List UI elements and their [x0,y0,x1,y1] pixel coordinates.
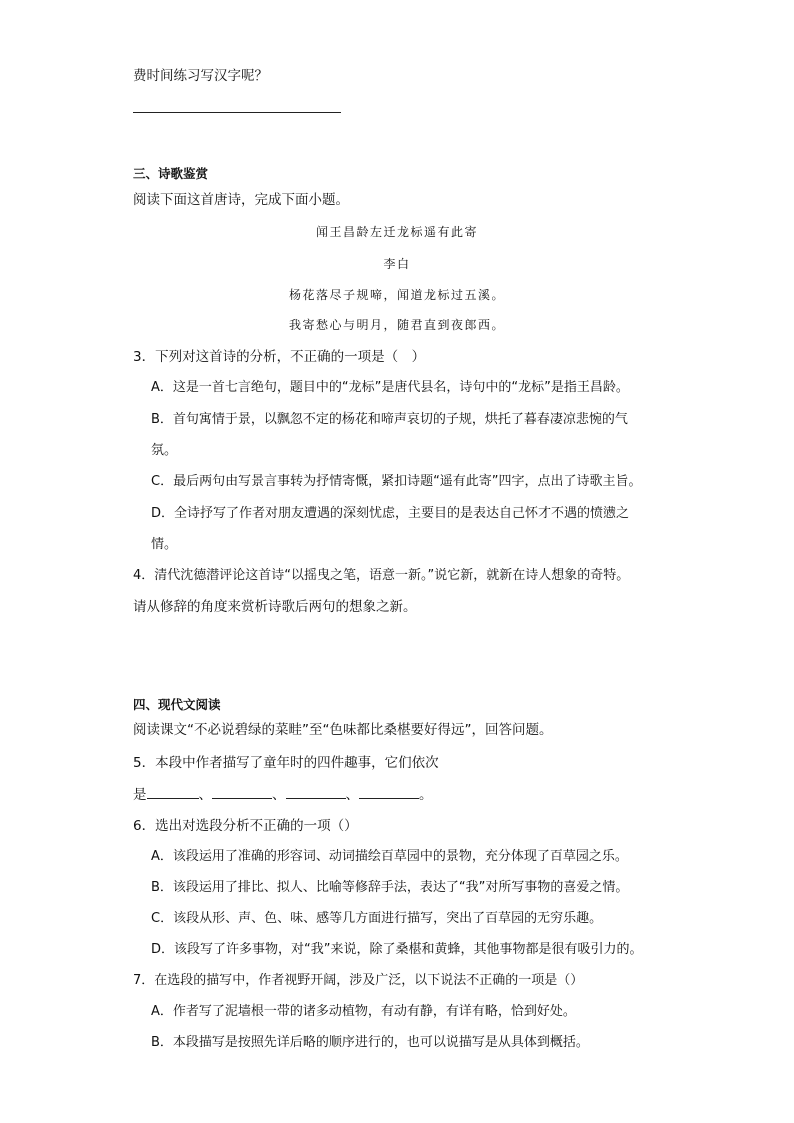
q3-stem: 3．下列对这首诗的分析，不正确的一项是（ ） [133,349,426,365]
poem-line-1: 杨花落尽子规啼，闻道龙标过五溪。 [288,288,505,302]
poem-author: 李白 [383,257,411,271]
continuation-text: 费时间练习写汉字呢？ [133,68,268,84]
q3-option-d-cont: 情。 [151,537,178,552]
q6-option-c: C．该段从形、声、色、味、感等几方面进行描写，突出了百草园的无穷乐趣。 [151,911,603,926]
q3-option-a: A．这是一首七言绝句，题目中的“龙标”是唐代县名，诗句中的“龙标”是指王昌龄。 [151,380,629,395]
q5-blank-4[interactable] [359,785,419,799]
q5-separator: 、 [345,787,359,803]
poem-title: 闻王昌龄左迁龙标遥有此寄 [315,225,478,239]
q7-option-a: A．作者写了泥墙根一带的诸多动植物，有动有静，有详有略，恰到好处。 [151,1004,576,1019]
answer-line[interactable] [133,112,341,113]
q5-blank-2[interactable] [212,785,272,799]
q6-option-b: B．该段运用了排比、拟人、比喻等修辞手法，表达了“我”对所写事物的喜爱之情。 [151,880,629,895]
q3-option-d: D．全诗抒写了作者对朋友遭遇的深刻忧虑，主要目的是表达自己怀才不遇的愤懑之 [151,506,630,521]
poem-line-2: 我寄愁心与明月，随君直到夜郎西。 [288,318,505,332]
q5-separator: 、 [272,787,286,803]
q4-line-1: 4．清代沈德潜评论这首诗“以摇曳之笔，语意一新。”说它新，就新在诗人想象的奇特。 [133,568,630,583]
section-4-heading: 四、现代文阅读 [133,697,221,712]
q5-stem: 5．本段中作者描写了童年时的四件趣事，它们依次 [133,755,439,771]
section-3-heading: 三、诗歌鉴赏 [133,166,209,181]
q5-blank-1[interactable] [147,785,199,799]
q7-option-b: B．本段描写是按照先详后略的顺序进行的，也可以说描写是从具体到概括。 [151,1035,589,1050]
q3-option-b: B．首句寓情于景，以飘忽不定的杨花和啼声哀切的子规，烘托了暮春凄凉悲惋的气 [151,412,628,427]
q5-answer-line [133,785,433,805]
q4-line-2: 请从修辞的角度来赏析诗歌后两句的想象之新。 [133,599,417,615]
q7-stem: 7．在选段的描写中，作者视野开阔，涉及广泛，以下说法不正确的一项是（） [133,973,584,988]
q5-prefix: 是 [133,787,147,803]
q5-end: 。 [419,787,433,803]
q6-option-d: D．该段写了许多事物，对“我”来说，除了桑椹和黄蜂，其他事物都是很有吸引力的。 [151,942,643,957]
section-4-intro: 阅读课文“不必说碧绿的菜畦”至“色味都比桑椹要好得远”，回答问题。 [133,722,553,738]
q5-separator: 、 [198,787,212,803]
q6-option-a: A．该段运用了准确的形容词、动词描绘百草园中的景物，充分体现了百草园之乐。 [151,849,628,864]
q3-option-c: C．最后两句由写景言事转为抒情寄慨，紧扣诗题“遥有此寄”四字，点出了诗歌主旨。 [151,474,642,489]
q5-blank-3[interactable] [286,785,346,799]
section-3-intro: 阅读下面这首唐诗，完成下面小题。 [133,192,349,208]
q3-option-b-cont: 氛。 [151,443,178,458]
q6-stem: 6．选出对选段分析不正确的一项（） [133,818,358,834]
